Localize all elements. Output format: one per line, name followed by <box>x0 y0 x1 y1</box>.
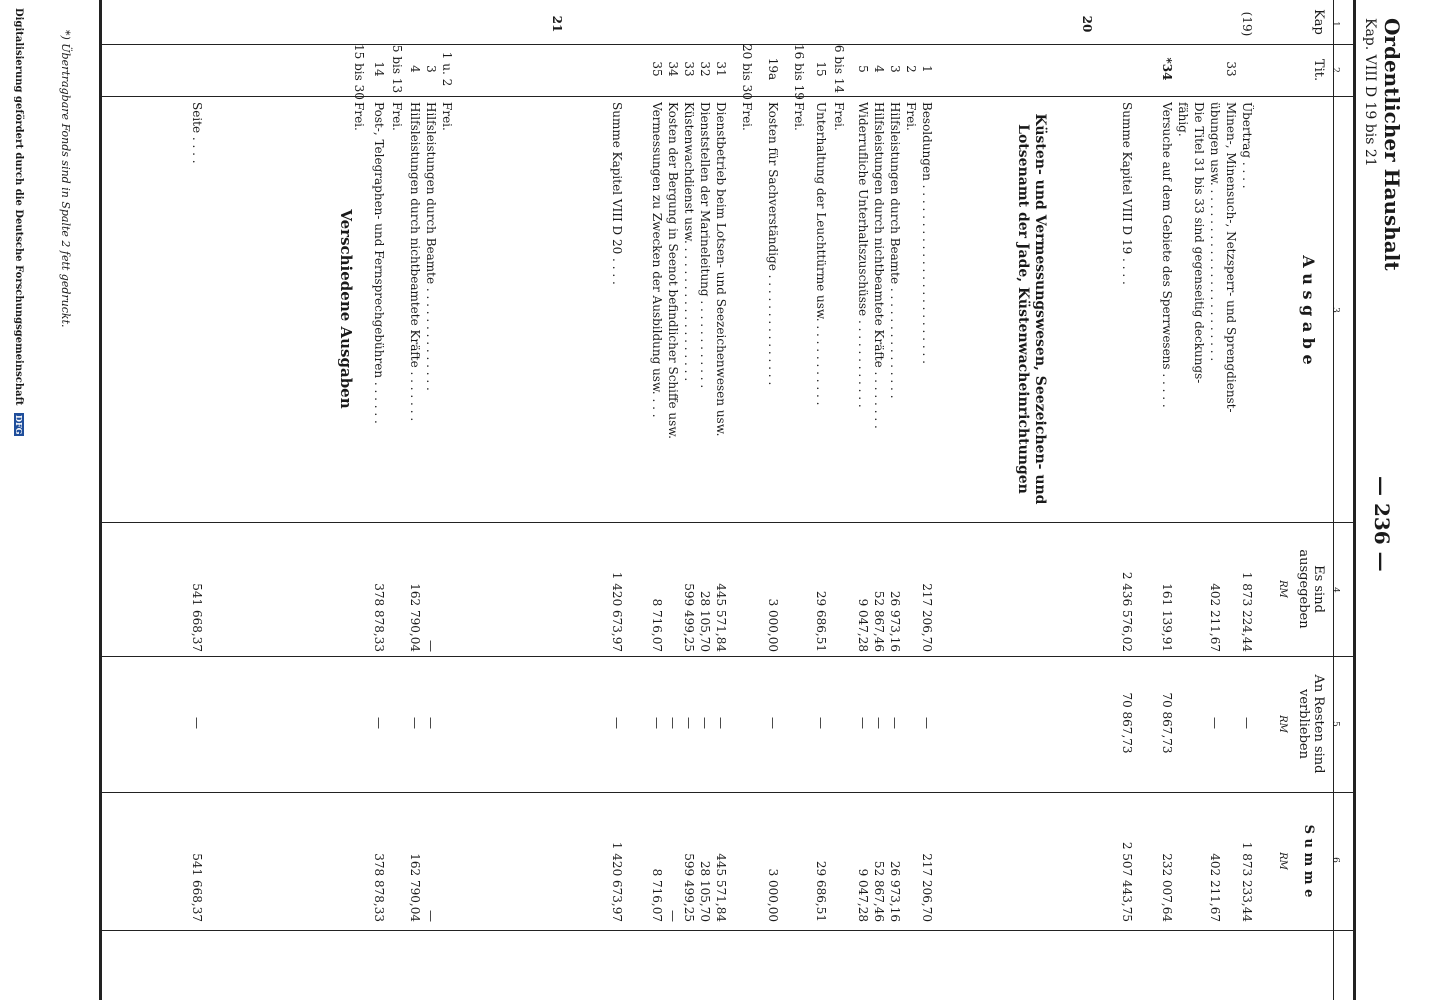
table-row <box>1223 0 1238 1000</box>
table-row <box>439 0 454 1000</box>
column-number: 6 <box>1330 857 1340 863</box>
table-row <box>1175 0 1190 1000</box>
tit-cell: 2 <box>904 65 918 73</box>
ausgegeben-cell: 29 686,51 <box>814 590 828 652</box>
summe-cell: 29 686,51 <box>814 860 828 922</box>
table-row <box>697 0 712 1000</box>
tit-cell: 15 <box>814 61 828 77</box>
unit-label: RM <box>1277 580 1288 598</box>
tit-cell: 1 u. 2 <box>440 51 454 87</box>
reste-cell: — <box>766 717 780 729</box>
reste-cell: — <box>408 717 422 729</box>
column-header-tit: Tit. <box>1311 58 1326 82</box>
table-row <box>549 0 564 1000</box>
ausgegeben-cell: 26 973,16 <box>888 590 902 652</box>
reste-cell: — <box>814 717 828 729</box>
document-subtitle: Kap. VIII D 19 bis 21 <box>1362 18 1378 167</box>
kap-cell: 21 <box>550 15 564 33</box>
description-cell: Besoldungen . . . . . . . . . . . . . . . . . . . . . . . . <box>920 102 934 364</box>
column-header-ausgabe: A u s g a b e <box>1299 255 1318 365</box>
reste-cell: — <box>1240 717 1254 729</box>
summe-cell: 2 507 443,75 <box>1120 841 1134 922</box>
table-row <box>791 0 806 1000</box>
page-header <box>1362 18 1404 348</box>
description-cell: Summe Kapitel VIII D 20 . . . . <box>610 102 624 285</box>
reste-cell: — <box>1208 717 1222 729</box>
description-cell: Seite . . . . <box>190 102 204 164</box>
tit-cell: 31 <box>714 61 728 77</box>
reste-cell: — <box>920 717 934 729</box>
table-row <box>855 0 870 1000</box>
tit-cell: 5 <box>856 65 870 73</box>
column-number: 1 <box>1330 21 1340 27</box>
ausgegeben-cell: 541 668,37 <box>190 583 204 652</box>
table-row <box>189 0 204 1000</box>
ausgegeben-cell: 8 716,07 <box>650 598 664 652</box>
table-row <box>919 0 934 1000</box>
tit-cell: 1 <box>920 65 934 73</box>
page-number: — 236 — <box>1370 476 1394 572</box>
tit-cell: 4 <box>872 65 886 73</box>
description-cell: Frei. <box>352 102 366 131</box>
description-cell: Hilfsleistungen durch nichtbeamtete Kräfte . . . . . . . <box>408 102 422 422</box>
reste-cell: — <box>424 717 438 729</box>
kap-cell: (19) <box>1240 11 1254 37</box>
unit-label: RM <box>1277 852 1288 870</box>
table-row <box>739 0 754 1000</box>
reste-cell: — <box>190 717 204 729</box>
description-cell: Dienstbetrieb beim Lotsen- und Seezeichenwesen usw. <box>714 102 728 437</box>
tit-cell: 19a <box>766 57 780 81</box>
summe-cell: 445 571,84 <box>714 853 728 922</box>
table-row <box>371 0 386 1000</box>
summe-cell: 3 000,00 <box>766 868 780 922</box>
description-cell: Frei. <box>792 102 806 131</box>
ausgegeben-cell: 217 206,70 <box>920 583 934 652</box>
table-row <box>389 0 404 1000</box>
summe-cell: 599 499,25 <box>682 853 696 922</box>
description-cell: übungen usw. . . . . . . . . . . . . . . . . . . . . . . . <box>1208 102 1222 362</box>
description-cell: Versuche auf dem Gebiete des Sperrwesens . . . . . <box>1160 102 1174 408</box>
section-heading-kap-20: Küsten- und Vermessungswesen, Seezeichen- und Lotsenamt der Jade, Küstenwacheinrichtungen <box>1015 113 1048 505</box>
description-cell: Widerrufliche Unterhaltszuschüsse . . . . . . . . . . . . <box>856 102 870 408</box>
ausgegeben-cell: — <box>424 640 438 652</box>
tit-cell: 20 bis 30 <box>740 44 754 100</box>
description-cell: Frei. <box>740 102 754 131</box>
summe-cell: — <box>424 910 438 922</box>
ausgegeben-cell: 9 047,28 <box>856 598 870 652</box>
table-row <box>1191 0 1206 1000</box>
table-row <box>351 0 366 1000</box>
summe-cell: 1 873 233,44 <box>1240 841 1254 922</box>
description-cell: Frei. <box>390 102 404 131</box>
dfg-logo: DFG <box>14 415 24 435</box>
table-row <box>713 0 728 1000</box>
summe-cell: 402 211,67 <box>1208 853 1222 922</box>
ausgegeben-cell: 161 139,91 <box>1160 583 1174 652</box>
summe-cell: 8 716,07 <box>650 868 664 922</box>
column-header-reste: An Resten sind verblieben <box>1296 674 1326 774</box>
tit-cell: 33 <box>1224 61 1238 77</box>
table-bottom-rule <box>99 0 102 1000</box>
reste-cell: — <box>698 717 712 729</box>
ausgegeben-cell: 402 211,67 <box>1208 583 1222 652</box>
unit-label: RM <box>1277 715 1288 733</box>
reste-cell: — <box>372 717 386 729</box>
description-cell: Post-, Telegraphen- und Fernsprechgebühren . . . . . . <box>372 102 386 424</box>
summe-cell: 232 007,64 <box>1160 853 1174 922</box>
table-row <box>423 0 438 1000</box>
table-row <box>1239 0 1254 1000</box>
summe-cell: 378 878,33 <box>372 853 386 922</box>
table-row <box>871 0 886 1000</box>
description-cell: Hilfsleistungen durch Beamte . . . . . . . . . . . . . . . <box>888 102 902 399</box>
description-cell: Kosten der Bergung in Seenot befindlicher Schiffe usw. <box>666 102 680 439</box>
table-row <box>665 0 680 1000</box>
table-row <box>887 0 902 1000</box>
table-row <box>813 0 828 1000</box>
column-header-kap: Kap <box>1311 9 1326 35</box>
tit-cell: 32 <box>698 61 712 77</box>
description-cell: Vermessungen zu Zwecken der Ausbildung usw. . . . <box>650 102 664 418</box>
summe-cell: 217 206,70 <box>920 853 934 922</box>
tit-cell: 15 bis 30 <box>352 44 366 100</box>
document-title: Ordentlicher Haushalt <box>1380 18 1404 271</box>
table-row <box>407 0 422 1000</box>
table-row <box>903 0 918 1000</box>
description-cell: Summe Kapitel VIII D 19 . . . . <box>1120 102 1134 285</box>
ausgegeben-cell: 162 790,04 <box>408 583 422 652</box>
tit-cell: 3 <box>888 65 902 73</box>
ausgegeben-cell: 1 873 224,44 <box>1240 571 1254 652</box>
description-cell: fähig. <box>1176 102 1190 137</box>
reste-cell: — <box>888 717 902 729</box>
column-number: 3 <box>1330 307 1340 313</box>
reste-cell: — <box>682 717 696 729</box>
description-cell: Hilfsleistungen durch nichtbeamtete Kräfte . . . . . . . . <box>872 102 886 429</box>
footnote: *) Übertragbare Fonds sind in Spalte 2 fett gedruckt. <box>59 30 72 328</box>
reste-cell: 70 867,73 <box>1120 692 1134 754</box>
description-cell: Die Titel 31 bis 33 sind gegenseitig deckungs- <box>1192 102 1206 384</box>
ausgegeben-cell: 28 105,70 <box>698 590 712 652</box>
column-number: 4 <box>1330 587 1340 593</box>
column-number: 2 <box>1330 67 1340 73</box>
tit-cell: *34 <box>1160 57 1174 81</box>
tit-cell: 34 <box>666 61 680 77</box>
description-cell: Kosten für Sachverständige . . . . . . . . . . . . . . . <box>766 102 780 386</box>
summe-cell: 28 105,70 <box>698 860 712 922</box>
ausgegeben-cell: 599 499,25 <box>682 583 696 652</box>
description-cell: Unterhaltung der Leuchttürme usw. . . . . . . . . . . . <box>814 102 828 406</box>
reste-cell: — <box>856 717 870 729</box>
reste-cell: — <box>610 717 624 729</box>
table-row <box>765 0 780 1000</box>
ausgegeben-cell: 445 571,84 <box>714 583 728 652</box>
summe-cell: 1 420 673,97 <box>610 841 624 922</box>
summe-cell: 541 668,37 <box>190 853 204 922</box>
summe-cell: 9 047,28 <box>856 868 870 922</box>
description-cell: Frei. <box>440 102 454 131</box>
table-row <box>609 0 624 1000</box>
description-cell: Hilfsleistungen durch Beamte . . . . . . . . . . . . . . <box>424 102 438 391</box>
table-row <box>681 0 696 1000</box>
description-cell: Frei. <box>904 102 918 131</box>
digitization-text: Digitalisierung gefördert durch die Deutsche Forschungsgemeinschaft <box>13 8 24 406</box>
table-row <box>831 0 846 1000</box>
tit-cell: 33 <box>682 61 696 77</box>
description-cell: Küstenwachdienst usw. . . . . . . . . . . . . . . . . . . <box>682 102 696 382</box>
column-header-summe: S u m m e <box>1301 824 1316 898</box>
ausgegeben-cell: 378 878,33 <box>372 583 386 652</box>
reste-cell: — <box>666 717 680 729</box>
tit-cell: 5 bis 13 <box>390 44 404 94</box>
summe-cell: 162 790,04 <box>408 853 422 922</box>
table-row <box>1079 0 1094 1000</box>
reste-cell: — <box>714 717 728 729</box>
tit-cell: 14 <box>372 61 386 77</box>
tit-cell: 6 bis 14 <box>832 44 846 94</box>
table-top-rule <box>1353 0 1356 1000</box>
table-row <box>1159 0 1174 1000</box>
description-cell: Übertrag . . . . <box>1240 102 1254 189</box>
tit-cell: 4 <box>408 65 422 73</box>
reste-cell: — <box>650 717 664 729</box>
summe-cell: 52 867,46 <box>872 860 886 922</box>
section-heading-kap-21: Verschiedene Ausgaben <box>337 209 355 409</box>
ausgegeben-cell: 52 867,46 <box>872 590 886 652</box>
kap-cell: 20 <box>1080 15 1094 33</box>
column-number: 5 <box>1330 721 1340 727</box>
column-header-ausgegeben: Es sind ausgegeben <box>1296 549 1326 629</box>
ausgegeben-cell: 3 000,00 <box>766 598 780 652</box>
description-cell: Frei. <box>832 102 846 131</box>
summe-cell: 26 973,16 <box>888 860 902 922</box>
summe-cell: — <box>666 910 680 922</box>
description-cell: Dienststellen der Marineleitung . . . . . . . . . . . . <box>698 102 712 389</box>
tit-cell: 16 bis 19 <box>792 44 806 100</box>
description-cell: Minen-, Minensuch-, Netzsperr- und Sprengdienst- <box>1224 102 1238 413</box>
table-row <box>649 0 664 1000</box>
table-row <box>1207 0 1222 1000</box>
reste-cell: — <box>872 717 886 729</box>
ausgegeben-cell: 2 436 576,02 <box>1120 571 1134 652</box>
digitization-note <box>13 8 24 992</box>
ausgegeben-cell: 1 420 673,97 <box>610 571 624 652</box>
tit-cell: 35 <box>650 61 664 77</box>
reste-cell: 70 867,73 <box>1160 692 1174 754</box>
table-row <box>1119 0 1134 1000</box>
tit-cell: 3 <box>424 65 438 73</box>
